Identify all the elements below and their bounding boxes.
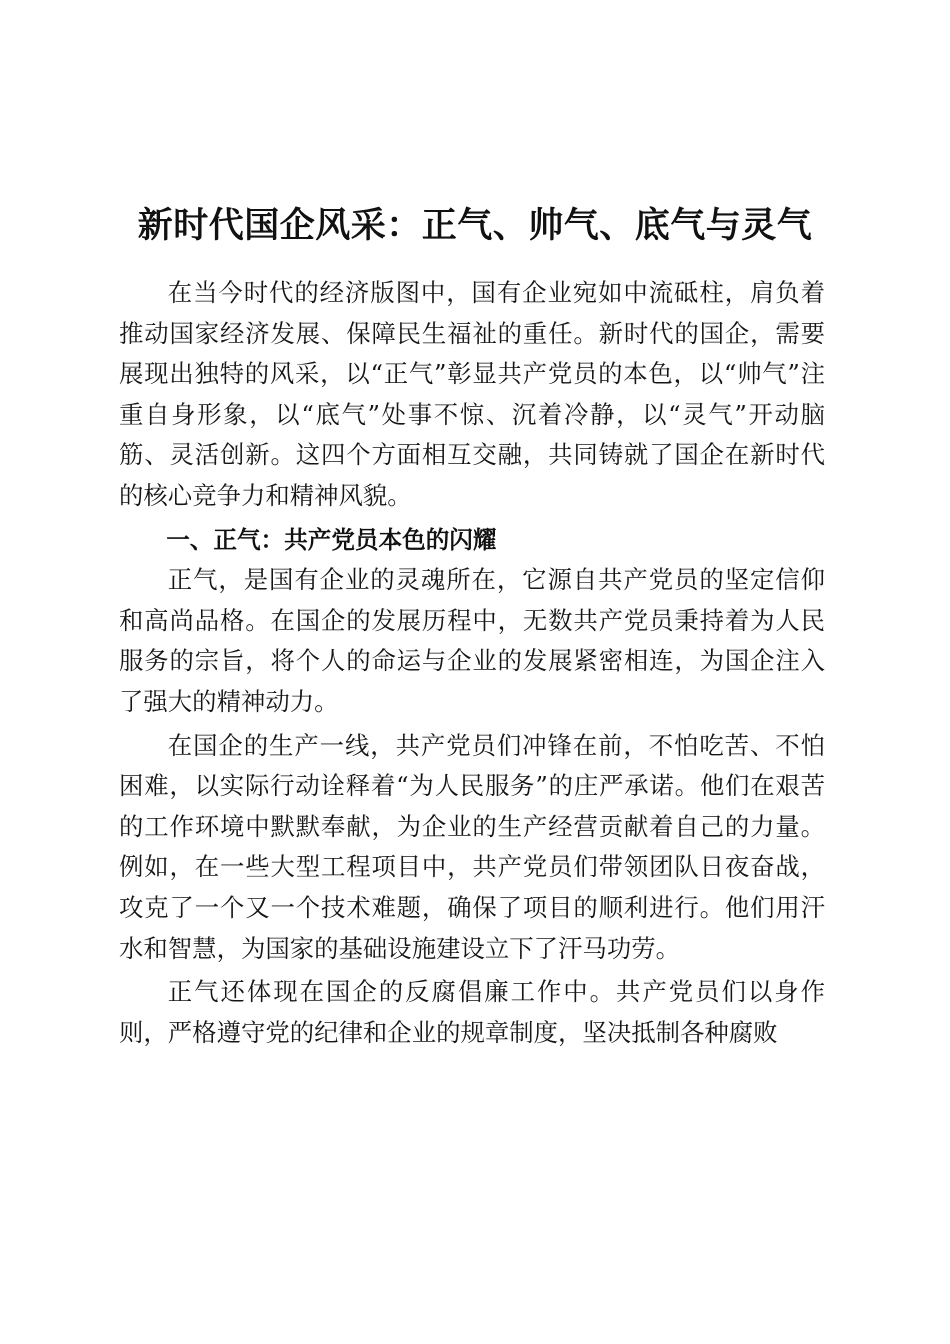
document-title: 新时代国企风采：正气、帅气、底气与灵气 <box>137 205 813 247</box>
body-paragraph: 正气，是国有企业的灵魂所在，它源自共产党员的坚定信仰和高尚品格。在国企的发展历程中，无数共产党员秉持着为人民服务的宗旨，将个人的命运与企业的发展紧密相连，为国企注入了强大的精神动力。 <box>119 565 825 716</box>
body-paragraph: 正气还体现在国企的反腐倡廉工作中。共产党员们以身作则，严格遵守党的纪律和企业的规章制度，坚决抵制各种腐败 <box>119 977 825 1047</box>
body-paragraph: 在国企的生产一线，共产党员们冲锋在前，不怕吃苦、不怕困难，以实际行动诠释着“为人民服务”的庄严承诺。他们在艰苦的工作环境中默默奉献，为企业的生产经营贡献着自己的力量。例如，在一些大型工程项目中，共产党员们带领团队日夜奋战，攻克了一个又一个技术难题，确保了项目的顺利进行。他们用汗水和智慧，为国家的基础设施建设立下了汗马功劳。 <box>119 730 825 963</box>
document-body <box>119 273 825 1056</box>
section-heading: 一、正气：共产党员本色的闪耀 <box>166 525 497 554</box>
intro-paragraph: 在当今时代的经济版图中，国有企业宛如中流砥柱，肩负着推动国家经济发展、保障民生福祉的重任。新时代的国企，需要展现出独特的风采，以“正气”彰显共产党员的本色，以“帅气”注重自身形象，以“底气”处事不惊、沉着冷静，以“灵气”开动脑筋、灵活创新。这四个方面相互交融，共同铸就了国企在新时代的核心竞争力和精神风貌。 <box>119 278 825 510</box>
